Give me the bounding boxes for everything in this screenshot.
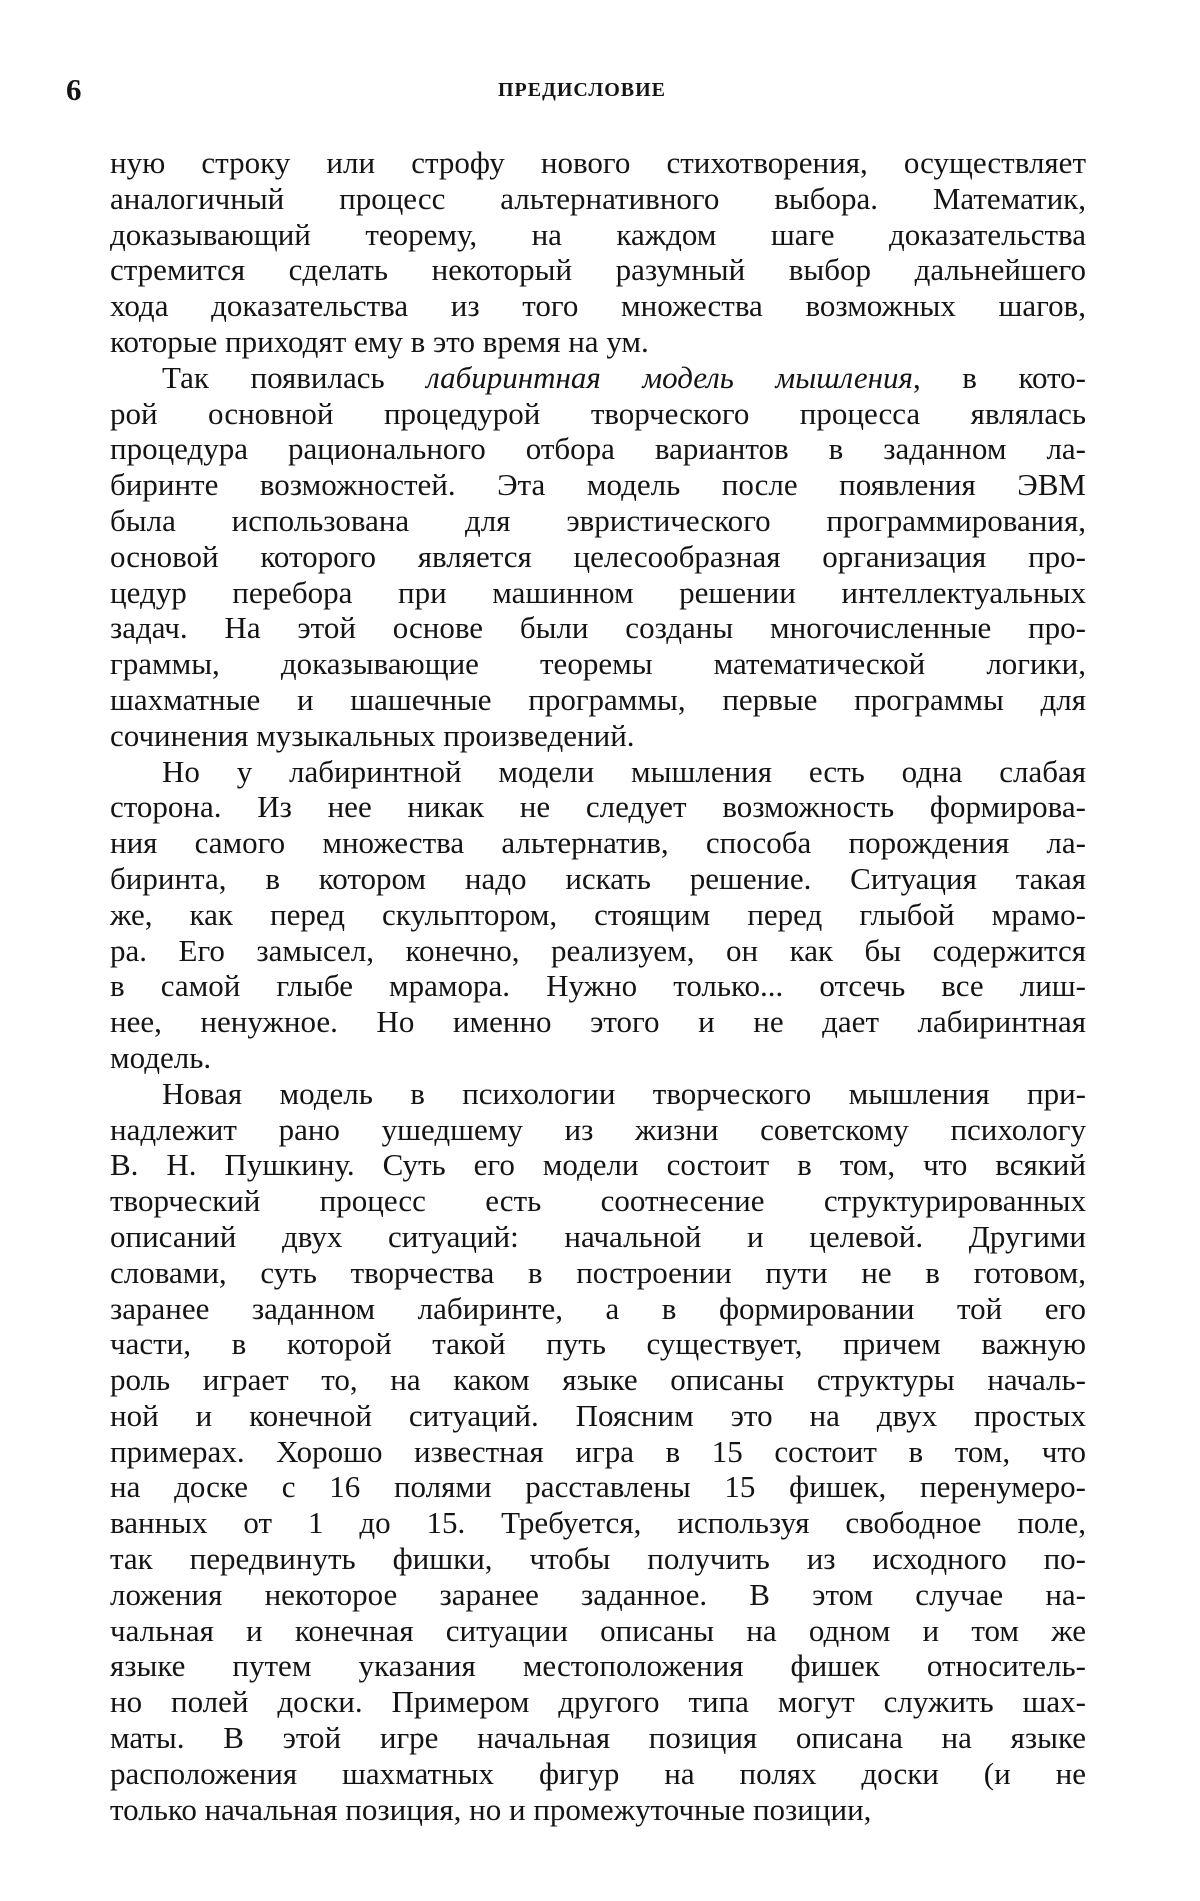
- text-line: в самой глыбе мрамора. Нужно только... отсечь все лиш-: [110, 968, 1086, 1004]
- text-line: цедур перебора при машинном решении интеллектуальных: [110, 574, 1086, 610]
- text-line: примерах. Хорошо известная игра в 15 состоит в том, что: [110, 1433, 1086, 1469]
- text-line: ложения некоторое заранее заданное. В этом случае на-: [110, 1576, 1086, 1612]
- text-line: творческий процесс есть соотнесение структурированных: [110, 1183, 1086, 1219]
- text-line: же, как перед скульптором, стоящим перед глыбой мрамо-: [110, 896, 1086, 932]
- text-line: Так появилась лабиринтная модель мышления, в кото-: [162, 359, 1086, 395]
- text-line: расположения шахматных фигур на полях доски (и не: [110, 1755, 1086, 1791]
- text-line: процедура рационального отбора вариантов в заданном ла-: [110, 431, 1086, 467]
- page-number: 6: [66, 72, 82, 107]
- text-line: маты. В этой игре начальная позиция описана на языке: [110, 1720, 1086, 1756]
- text-line: Новая модель в психологии творческого мышления при-: [162, 1075, 1086, 1111]
- text-line: которые приходят ему в это время на ум.: [110, 323, 649, 359]
- text-line: В. Н. Пушкину. Суть его модели состоит в том, что всякий: [110, 1147, 1086, 1183]
- text-line: рой основной процедурой творческого процесса являлась: [110, 395, 1086, 431]
- text-line: словами, суть творчества в построении пути не в готовом,: [110, 1254, 1086, 1290]
- emphasis: лабиринтная модель мышления: [426, 359, 913, 395]
- text-line: описаний двух ситуаций: начальной и целевой. Другими: [110, 1218, 1086, 1254]
- text-line: шахматные и шашечные программы, первые программы для: [110, 681, 1086, 717]
- text-line: основой которого является целесообразная организация про-: [110, 538, 1086, 574]
- text-line: задач. На этой основе были созданы многочисленные про-: [110, 610, 1086, 646]
- text-line: аналогичный процесс альтернативного выбора. Математик,: [110, 180, 1086, 216]
- text-line: доказывающий теорему, на каждом шаге доказательства: [110, 216, 1086, 252]
- text-line: биринте возможностей. Эта модель после появления ЭВМ: [110, 467, 1086, 503]
- text-line: только начальная позиция, но и промежуточные позиции,: [110, 1791, 872, 1827]
- text-line: была использована для эвристического программирования,: [110, 502, 1086, 538]
- text-line: биринта, в котором надо искать решение. Ситуация такая: [110, 860, 1086, 896]
- text-line: сторона. Из нее никак не следует возможность формирова-: [110, 789, 1086, 825]
- text-line: нее, ненужное. Но именно этого и не дает лабиринтная: [110, 1004, 1086, 1040]
- text-line: сочинения музыкальных произведений.: [110, 717, 635, 753]
- text-line: надлежит рано ушедшему из жизни советскому психологу: [110, 1111, 1086, 1147]
- text-line: ной и конечной ситуаций. Поясним это на двух простых: [110, 1397, 1086, 1433]
- text-line: хода доказательства из того множества возможных шагов,: [110, 288, 1086, 324]
- text-line: ра. Его замысел, конечно, реализуем, он как бы содержится: [110, 932, 1086, 968]
- text-line: Но у лабиринтной модели мышления есть одна слабая: [162, 753, 1086, 789]
- text-line: языке путем указания местоположения фишек относитель-: [110, 1648, 1086, 1684]
- page-header-title: ПРЕДИСЛОВИЕ: [497, 79, 667, 101]
- text-line: роль играет то, на каком языке описаны структуры началь-: [110, 1362, 1086, 1398]
- body-text: [110, 145, 1086, 1827]
- text-line: граммы, доказывающие теоремы математической логики,: [110, 646, 1086, 682]
- text-line: но полей доски. Примером другого типа могут служить шах-: [110, 1684, 1086, 1720]
- text-line: заранее заданном лабиринте, а в формировании той его: [110, 1290, 1086, 1326]
- paragraph: [110, 1076, 1086, 1828]
- text-line: на доске с 16 полями расставлены 15 фишек, перенумеро-: [110, 1469, 1086, 1505]
- paragraph: [110, 360, 1086, 754]
- text-line: ния самого множества альтернатив, способа порождения ла-: [110, 825, 1086, 861]
- text-line: так передвинуть фишки, чтобы получить из исходного по-: [110, 1541, 1086, 1577]
- text-line: ванных от 1 до 15. Требуется, используя свободное поле,: [110, 1505, 1086, 1541]
- paragraph: [110, 145, 1086, 360]
- text-line: ную строку или строфу нового стихотворения, осуществляет: [110, 145, 1086, 180]
- text-line: модель.: [110, 1039, 212, 1075]
- text-line: чальная и конечная ситуации описаны на одном и том же: [110, 1612, 1086, 1648]
- paragraph: [110, 754, 1086, 1076]
- text-line: части, в которой такой путь существует, причем важную: [110, 1326, 1086, 1362]
- text-line: стремится сделать некоторый разумный выбор дальнейшего: [110, 252, 1086, 288]
- running-head: [66, 70, 1098, 110]
